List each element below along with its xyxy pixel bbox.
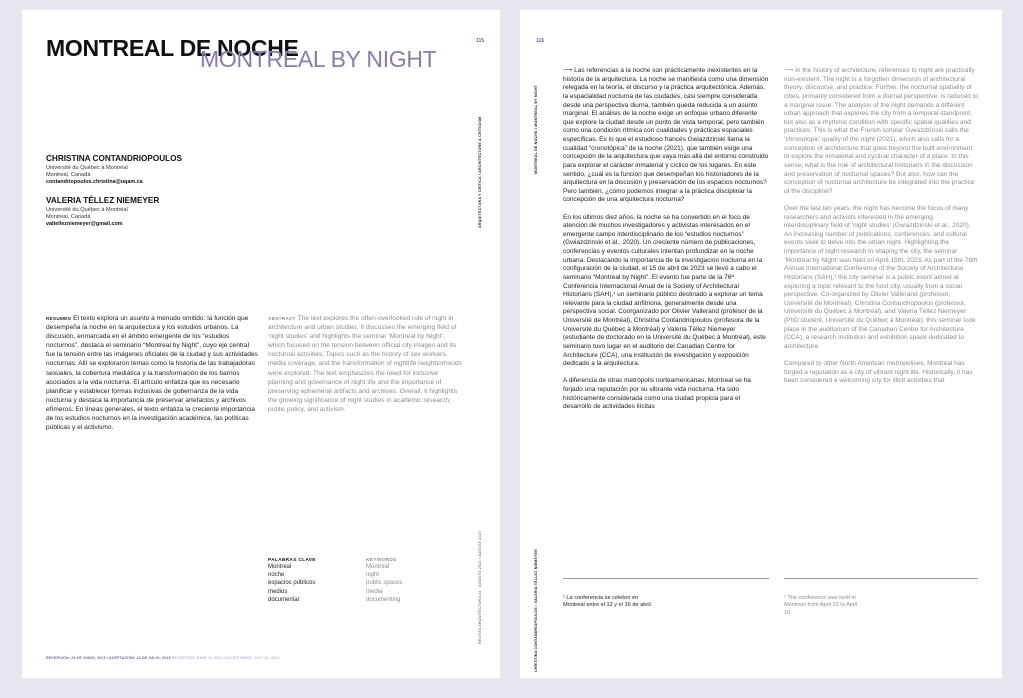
keyword-item: public spaces [366, 580, 403, 587]
keywords-es [268, 558, 358, 604]
author-name: VALERIA TÉLLEZ NIEMEYER [46, 196, 160, 205]
keywords-es-label: PALABRAS CLAVE [268, 558, 316, 563]
author-name: CHRISTINA CONTANDRIOPOULOS [46, 154, 182, 163]
resumen-block [46, 314, 258, 432]
resumen-text: El texto explora un asunto a menudo omitido: la función que desempeña la noche en la arquitectura y los estudios urbanos. La discusión, enmarcada en el ámbito emergente de los “estudios nocturnos”, destaca el seminario “Montreal by Night”, cuyo eje central fue la tensión entre las imágenes oficiales de la ciudad y sus actividades nocturnas. Allí se exploraron temas como la historia de las trabajadoras sexuales, la cobertura mediática y la transformación de los barrios asociados a la vida nocturna. El artículo enfatiza que es necesario planificar y establecer formas inclusivas de gobernanza de la vida nocturna y destaca la importancia de preservar artefactos y archivos efímeros. En líneas generales, el texto enfatiza la creciente importancia de los estudios nocturnos en la investigación académica, las políticas públicas y el activismo. [46, 315, 258, 432]
author-email[interactable]: valtellezniemeyer@gmail.com [46, 221, 123, 227]
title-spanish: MONTREAL DE NOCHE [46, 35, 299, 61]
reception-es: RECEPCIÓN: 24 DE JUNIO, 2023 / ACEPTACIÓN: 24 DE JULIO, 2023 [46, 656, 171, 660]
keyword-item: medios [268, 588, 288, 595]
reception-en: RECEPTION: JUNE 24, 2023 / ACCEPTANCE: JULY 24, 2023 [171, 656, 280, 660]
body-column-es [563, 67, 769, 420]
spine-section [478, 117, 482, 228]
keywords-en-label: KEYWORDS [366, 558, 397, 563]
footnote-divider-en [784, 578, 978, 579]
paragraph-es: ⟶ Las referencias a la noche son prácticamente inexistentes en la historia de la arquitectura. La noche se manifiesta como una dimensión relegada en la teoría, el discurso y la práctica arquitectónica. Además, la espacialidad nocturna de las ciudades, casi siempre considerada desde una perspectiva diurna, también queda reducida a un asunto marginal. El análisis de la noche exige un enfoque urbano diferente que explore la ciudad desde un punto de vista temporal, pero también como una condición rítmica con cualidades y prácticas espaciales específicas. Es lo que el estudioso francés Gwiazdzinski llama la cualidad “cronotópica” de la noche (2021), que también exige una concepción de la arquitectura que vaya más allá del entorno construido para explorar el carácter inmaterial y cíclico de los lugares. En este sentido, ¿cuál es la función que desempeñan los historiadores de la arquitectura en la discusión y preservación de los espacios nocturnos? Pero también, ¿cómo podemos integrar a la práctica disciplinar la concepción de una arquitectura nocturna? [563, 67, 769, 204]
page-number: 116 [536, 38, 545, 44]
author-city: Montreal, Canadá [46, 172, 91, 178]
author-affiliation: Université du Québec à Montréal [46, 165, 128, 171]
author-city: Montreal, Canadá [46, 214, 91, 220]
spine-issue: REVISTA ARQUITECTURA 34 · AGOSTO 2023 / AUGUST 2023 [478, 530, 482, 644]
spine-title [534, 85, 538, 174]
left-page [22, 10, 500, 678]
paragraph-en: Over the last ten years, the night has become the focus of many researchers and activists interested in the emerging interdisciplinary field of ‘night studies’ (Gwiazdzinski et al., 2020). An increasing number of publications, conferences, and cultural events seek to delve into the urban night. Highlighting the importance of night research in shaping the city, the seminar ‘Montreal by Night’ was held on April 15th, 2023. As part of the 76th Annual International Conference of the Society of Architectural Historians (SAH),¹ the city seminar is a public event aimed at exploring a topic relevant to the host city, usually from a social perspective. Co-organized by Olivier Vallerand (professor, Université de Montréal), Christina Contandriopoulos (professor, Université du Québec à Montréal), and Valeria Téllez Niemeyer (PhD student, Université du Québec à Montréal), this seminar took place in the auditorium of the Canadian Centre for Architecture (CCA), a research institution and exhibition space dedicated to architecture. [784, 204, 978, 350]
paragraph-es: A diferencia de otras metrópolis norteamericanas, Montreal se ha forjado una reputación por su vibrante vida nocturna. Ha sido históricamente considerada como una ciudad propicia para el desarrollo de actividades ilícitas [563, 377, 751, 411]
keywords-en [366, 558, 456, 604]
keyword-item: documentar [268, 596, 300, 603]
author-email[interactable]: contandriopoulos.christina@uqam.ca [46, 179, 143, 185]
spine-authors [534, 549, 538, 672]
spine-title-text: MONTREAL DE NOCHE / MONTREAL BY NIGHT [534, 84, 538, 174]
title-english: MONTREAL BY NIGHT [200, 46, 437, 72]
keyword-item: espacios públicos [268, 580, 316, 587]
footnote-es: ¹ La conferencia se celebró en Montreal entre el 12 y el 16 de abril. [563, 595, 653, 609]
abstract-block [268, 314, 462, 414]
right-page [520, 10, 1002, 678]
footnote-en: ¹ The conference was held in Montreal from April 12 to April 16. [784, 595, 858, 616]
resumen-label: RESUMEN [46, 316, 72, 321]
keyword-item: Montreal [366, 564, 390, 570]
author-affiliation: Université du Québec à Montréal [46, 207, 128, 213]
abstract-label: ABSTRACT [268, 316, 296, 321]
author-block-2 [46, 196, 266, 228]
author-block-1 [46, 154, 266, 186]
keyword-item: documenting [366, 596, 401, 603]
paragraph-es: En los últimos diez años, la noche se ha convertido en el foco de atención de muchos investigadores y activistas interesados en el emergente campo interdisciplinario de los “estudios nocturnos” (Gwiazdzinski et al., 2020). Un creciente número de publicaciones, conferencias y eventos culturales intentan profundizar en la noche urbana. Destacando la importancia de la investigación nocturna en la configuración de la ciudad, el 15 de abril de 2023 se llevó a cabo el seminario “Montreal by Night”. El evento fue parte de la 76ª Conferencia Internacional Anual de la Society of Architectural Historians (SAH),¹ un seminario público destinado a explorar un tema relevante para la ciudad anfitriona, generalmente desde una perspectiva social. Coorganizado por Olivier Vallerand (profesor de la Université de Montréal), Christina Contandriopoulos (profesora de la Université du Québec à Montréal) y Valeria Téllez Niemeyer (estudiante de doctorado en la Université du Québec à Montréal), este seminario tuvo lugar en el auditorio del Canadian Centre for Architecture (CCA), una institución de investigación y exposición dedicado a la arquitectura. [563, 213, 766, 368]
reception-dates [46, 656, 279, 660]
keyword-item: media [366, 588, 383, 595]
spine-authors-text: CHRISTINA CONTANDRIOPOULOS • VALERIA TÉLLEZ NIEMEYER [534, 548, 538, 672]
keyword-item: noche [268, 572, 285, 579]
footnote-divider-es [563, 578, 769, 579]
body-column-en [784, 67, 978, 394]
paragraph-en: Compared to other North American metropolises, Montreal has forged a reputation as a city of vibrant night life. Historically, it has been considered a welcoming city for illicit activities that [784, 360, 973, 385]
paragraph-en: ⟶ In the history of architecture, references to night are practically non-existent. The night is a forgotten dimension of architectural theory, discourse, and practice. Further, the nocturnal spatiality of cities, primarily considered from a diurnal perspective, is reduced to a marginal issue. The analysis of the night demands a different urban approach that explores the city from a temporal standpoint, but also as a rhythmic condition with specific spatial qualities and practices. This is what the French scholar Gwiazdzinski calls the ‘chronotopic’ quality of the night (2021), which also calls for a conception of architecture that goes beyond the built environment to explore the inmaterial and cyclical character of a place. In this sense, what is the role of architectural historians in the discussion and preservation of nocturnal spaces? But also, how can the conception of nocturnal architecture be integrated into the practice of the discipline? [784, 67, 979, 195]
spine-section-text: ARQUITECTURA Y CRÍTICA / ARCHITECTURE & CRITICISM [478, 116, 482, 228]
abstract-text: The text explores the often-overlooked role of night in architecture and urban studies. It discusses the emerging field of ‘night studies’ and highlights the seminar ‘Montreal by Night’, which focused on the tension between official city images and its nocturnal activities. Topics such as the history of sex workers, media coverage, and the transformation of nightlife neighborhoods were explored. The text emphasizes the need for inclusive planning and governance of night life and the importance of preserving ephemeral artifacts and archives. Overall, it highlights the growing significance of night studies in academic research, public policy, and activism. [268, 315, 462, 413]
page-number: 115 [476, 38, 485, 44]
keyword-item: night [366, 572, 380, 579]
keyword-item: Montreal [268, 564, 292, 570]
